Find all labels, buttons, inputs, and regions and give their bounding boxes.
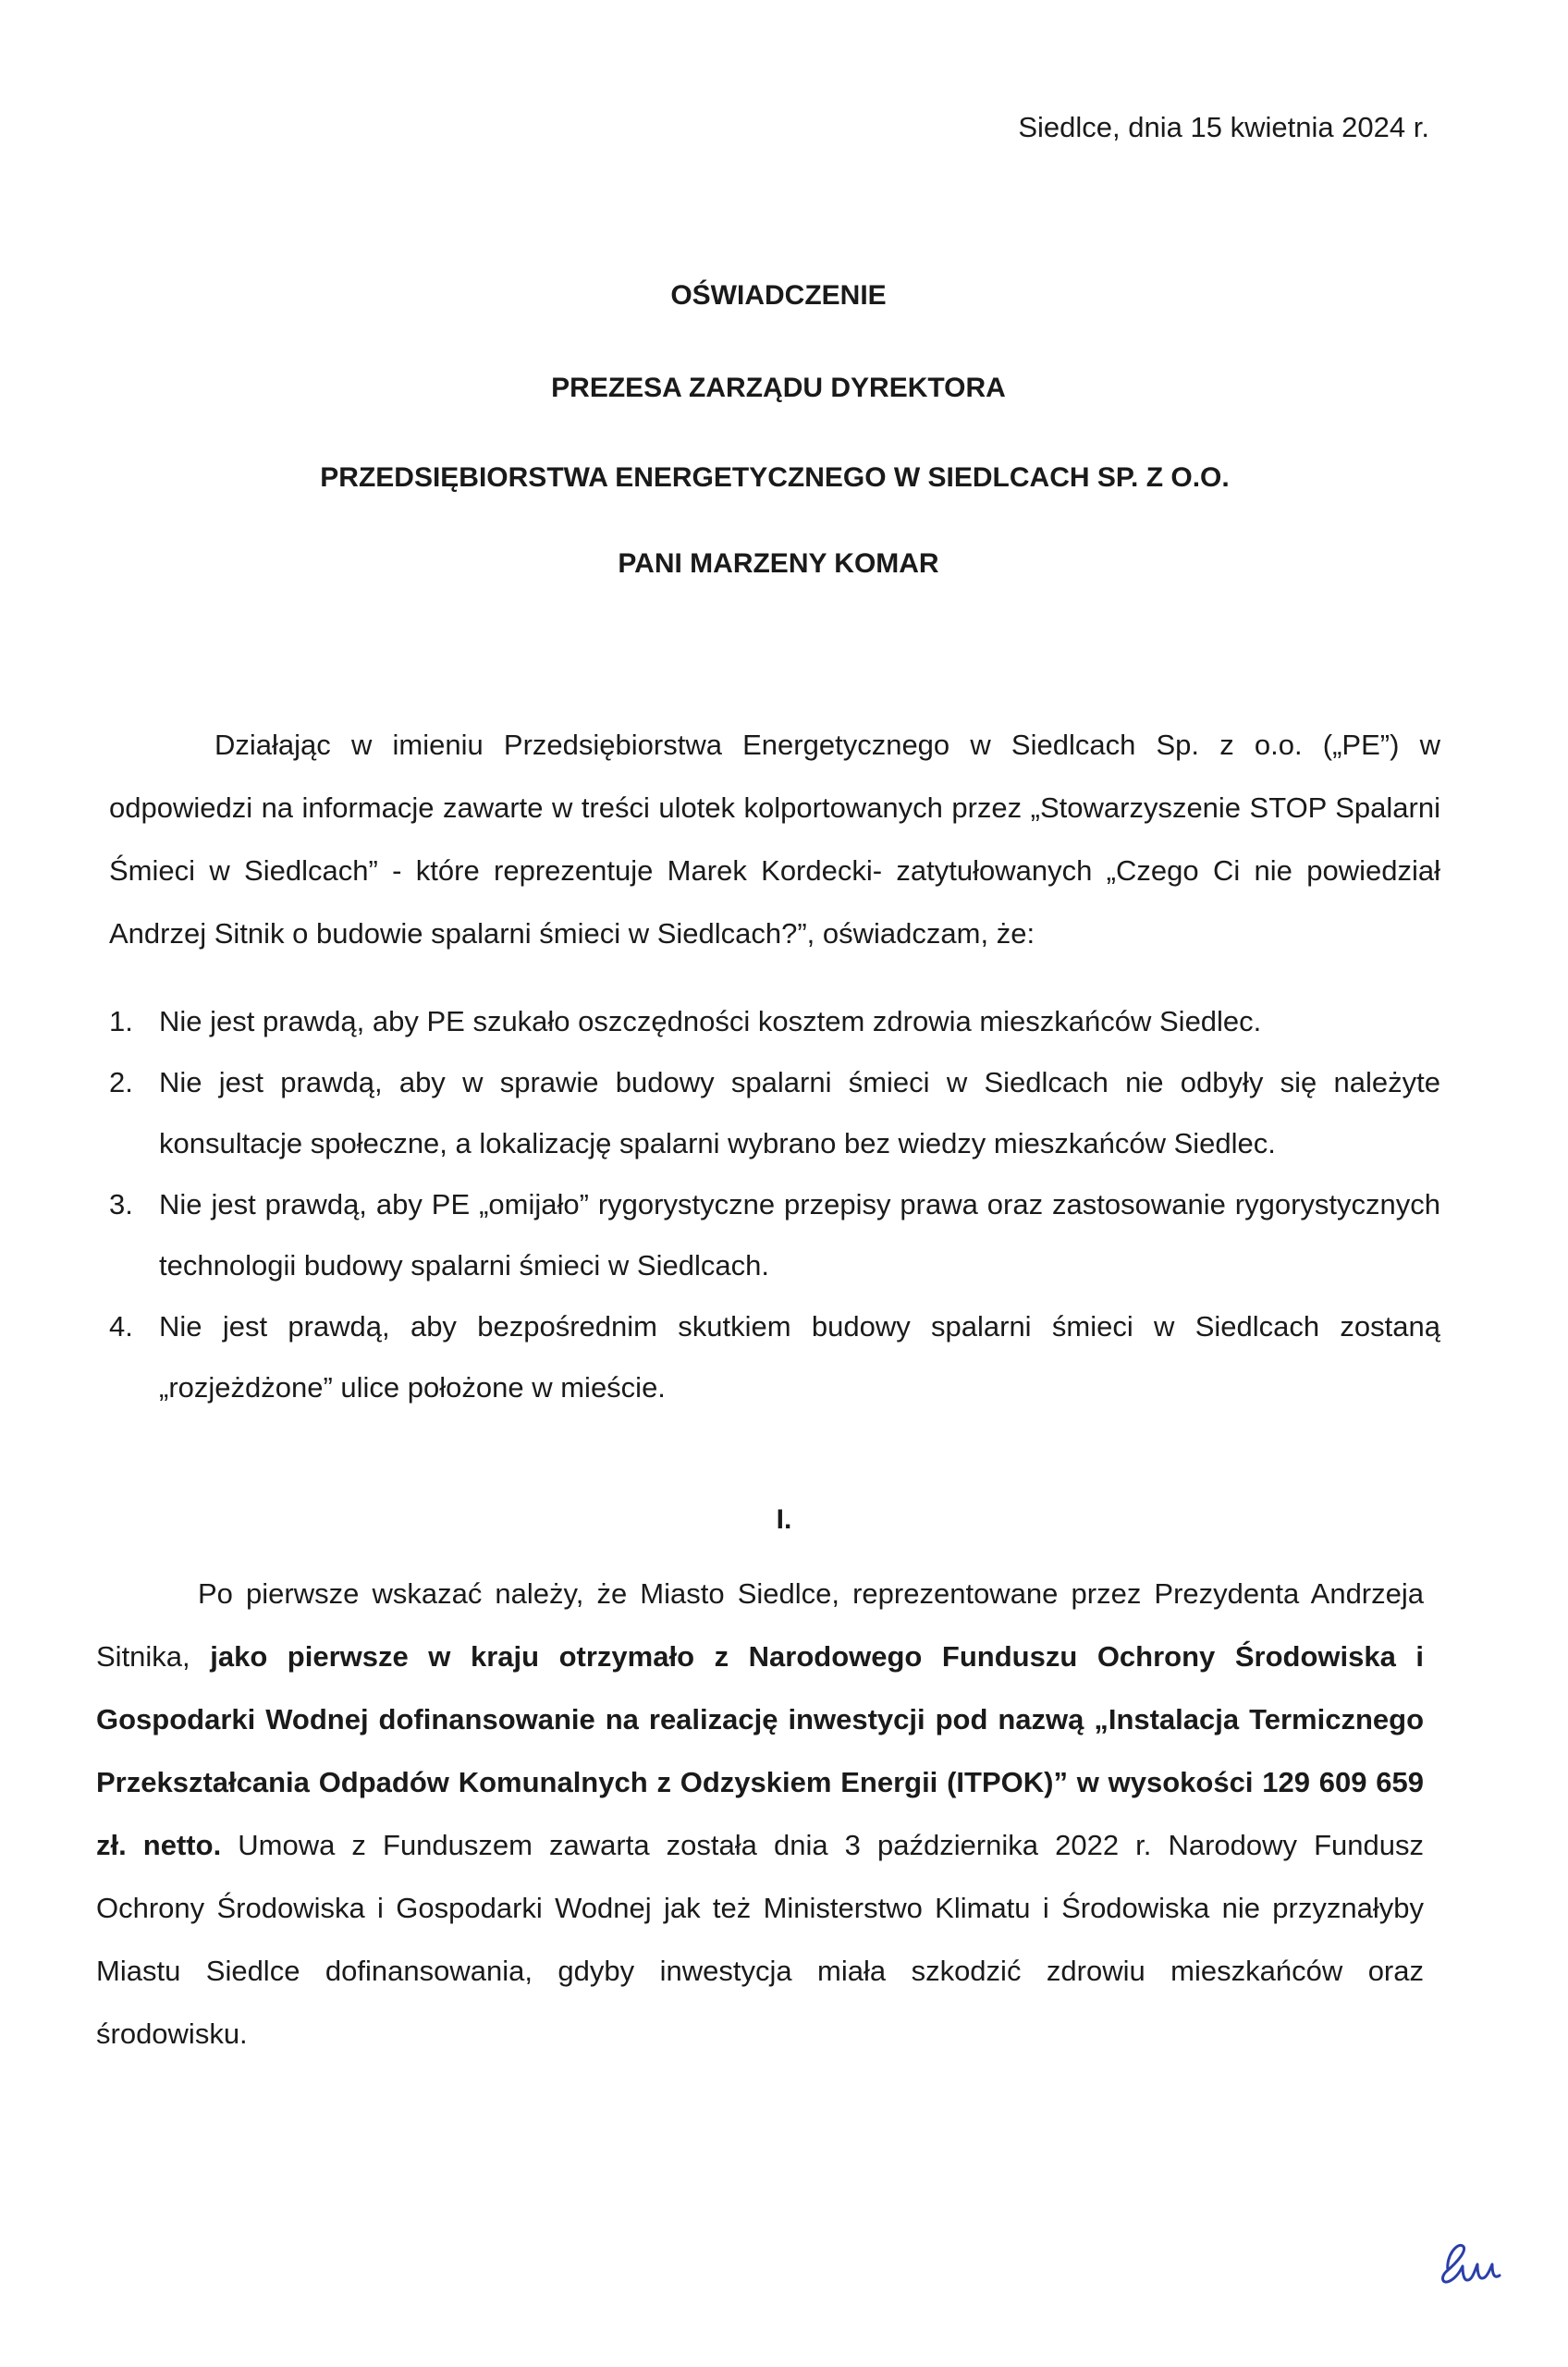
paragraph-text-part1: Po pierwsze wskazać należy, że Miasto Siedlce, reprezentowane przez Prezydenta Andrzeja Sitnika, (96, 1577, 1424, 1673)
intro-paragraph: Działając w imieniu Przedsiębiorstwa Energetycznego w Siedlcach Sp. z o.o. („PE”) w odpowiedzi na informacje zawarte w treści ulotek kolportowanych przez „Stowarzyszenie STOP Spalarni Śmieci w Siedlcach” - które reprezentuje Marek Kordecki- zatytułowanych „Czego Ci nie powiedział Andrzej Sitnik o budowie spalarni śmieci w Siedlcach?”, oświadczam, że: (109, 729, 1440, 950)
section-number: I. (776, 1504, 792, 1535)
list-item-number: 1. (109, 1005, 133, 1037)
heading-line-3: PRZEDSIĘBIORSTWA ENERGETYCZNEGO W SIEDLCACH SP. Z O.O. (320, 462, 1230, 493)
paragraph-bold-text: jako pierwsze w kraju otrzymało z Narodowego Funduszu Ochrony Środowiska i Gospodarki Wodnej dofinansowanie na realizację inwestycji pod nazwą „Instalacja Termicznego Przekształcania Odpadów Komunalnych z Odzyskiem Energii (ITPOK)” w wysokości 129 609 659 zł. netto. (96, 1640, 1424, 1861)
statement-list (109, 991, 1440, 1418)
document-title: OŚWIADCZENIE (670, 280, 887, 311)
list-item-number: 4. (109, 1310, 133, 1343)
list-item-text: Nie jest prawdą, aby bezpośrednim skutkiem budowy spalarni śmieci w Siedlcach zostaną „rozjeżdżone” ulice położone w mieście. (159, 1310, 1440, 1404)
paragraph-text-part2: Umowa z Funduszem zawarta została dnia 3 października 2022 r. Narodowy Fundusz Ochrony Środowiska i Gospodarki Wodnej jak też Ministerstwo Klimatu i Środowiska nie przyznałyby Miastu Siedlce dofinansowania, gdyby inwestycja miała szkodzić zdrowiu mieszkańców oraz środowisku. (96, 1829, 1425, 2050)
list-item-text: Nie jest prawdą, aby w sprawie budowy spalarni śmieci w Siedlcach nie odbyły się należyte konsultacje społeczne, a lokalizację spalarni wybrano bez wiedzy mieszkańców Siedlec. (159, 1066, 1440, 1159)
list-item-number: 3. (109, 1188, 133, 1220)
list-item (109, 991, 1440, 1052)
list-item (109, 1052, 1440, 1174)
heading-line-4: PANI MARZENY KOMAR (618, 548, 939, 579)
section-paragraph (96, 1563, 1424, 2066)
list-item (109, 1174, 1440, 1296)
list-item (109, 1296, 1440, 1418)
list-item-text: Nie jest prawdą, aby PE „omijało” rygorystyczne przepisy prawa oraz zastosowanie rygorystycznych technologii budowy spalarni śmieci w Siedlcach. (159, 1188, 1440, 1282)
list-item-text: Nie jest prawdą, aby PE szukało oszczędności kosztem zdrowia mieszkańców Siedlec. (159, 1005, 1262, 1037)
list-item-number: 2. (109, 1066, 133, 1098)
document-date: Siedlce, dnia 15 kwietnia 2024 r. (1018, 111, 1429, 143)
signature-initials (1429, 2233, 1513, 2298)
heading-line-2: PREZESA ZARZĄDU DYREKTORA (551, 373, 1006, 403)
